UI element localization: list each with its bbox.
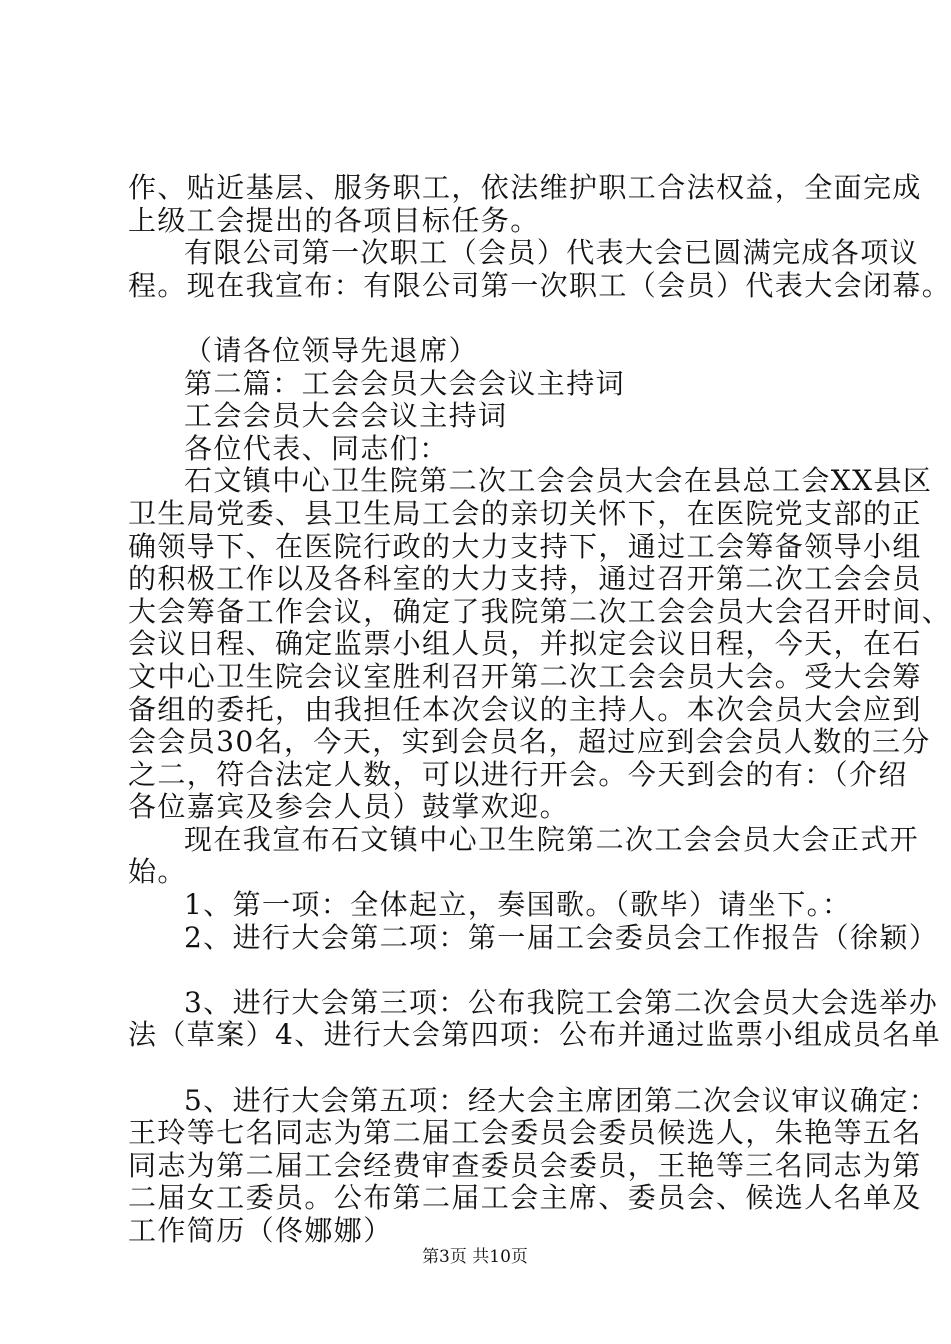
text-line: 备组的委托，由我担任本次会议的主持人。本次会员大会应到 (128, 692, 922, 726)
text-line: 石文镇中心卫生院第二次工会会员大会在县总工会XX县区 (184, 464, 933, 498)
text-line: 确领导下、在医院行政的大力支持下，通过工会筹备领导小组 (128, 529, 922, 563)
text-line: 3、进行大会第三项：公布我院工会第二次会员大会选举办 (184, 985, 939, 1019)
text-line: 文中心卫生院会议室胜利召开第二次工会会员大会。受大会筹 (128, 659, 922, 693)
text-line: 大会筹备工作会议，确定了我院第二次工会会员大会召开时间、 (128, 594, 951, 628)
text-line: 作、贴近基层、服务职工，依法维护职工合法权益，全面完成 (128, 171, 922, 204)
text-line: 工作简历（佟娜娜） (128, 1214, 393, 1247)
page-footer: 第3页 共10页 (422, 1247, 528, 1267)
text-line: 现在我宣布石文镇中心卫生院第二次工会会员大会正式开 (184, 822, 920, 856)
text-line: 各位代表、同志们： (184, 431, 449, 465)
text-line: 卫生局党委、县卫生局工会的亲切关怀下，在医院党支部的正 (128, 496, 922, 530)
text-line: 有限公司第一次职工（会员）代表大会已圆满完成各项议 (184, 236, 920, 270)
text-line: 各位嘉宾及参会人员）鼓掌欢迎。 (128, 790, 570, 824)
text-line: 王玲等七名同志为第二届工会委员会委员候选人，朱艳等五名 (128, 1116, 922, 1150)
document-body (128, 171, 951, 1248)
text-line: 会议日程、确定监票小组人员，并拟定会议日程，今天，在石 (128, 627, 922, 661)
blank-line (128, 302, 838, 335)
blank-line (128, 954, 838, 987)
text-line: 法（草案）4、进行大会第四项：公布并通过监票小组成员名单 (128, 1018, 942, 1052)
text-line: （请各位领导先退席） (184, 333, 479, 367)
text-line: 第二篇：工会会员大会会议主持词 (184, 366, 626, 400)
text-line: 二届女工委员。公布第二届工会主席、委员会、候选人名单及 (128, 1181, 922, 1215)
text-line: 上级工会提出的各项目标任务。 (128, 203, 540, 237)
text-line: 之二，符合法定人数，可以进行开会。今天到会的有：（介绍 (128, 757, 908, 791)
text-line: 程。现在我宣布：有限公司第一次职工（会员）代表大会闭幕。 (128, 268, 951, 302)
text-line: 2、进行大会第二项：第一届工会委员会工作报告（徐颖） (184, 920, 939, 954)
text-line: 同志为第二届工会经费审查委员会委员，王艳等三名同志为第 (128, 1148, 922, 1182)
text-line: 的积极工作以及各科室的大力支持，通过召开第二次工会会员 (128, 562, 922, 596)
blank-line (128, 1052, 838, 1085)
text-line: 5、进行大会第五项：经大会主席团第二次会议审议确定： (184, 1083, 939, 1117)
text-line: 工会会员大会会议主持词 (184, 399, 508, 433)
text-line: 始。 (128, 855, 187, 889)
text-line: 会会员30名，今天，实到会员名，超过应到会会员人数的三分 (128, 725, 931, 759)
text-line: 1、第一项：全体起立，奏国歌。（歌毕）请坐下。： (184, 888, 852, 922)
